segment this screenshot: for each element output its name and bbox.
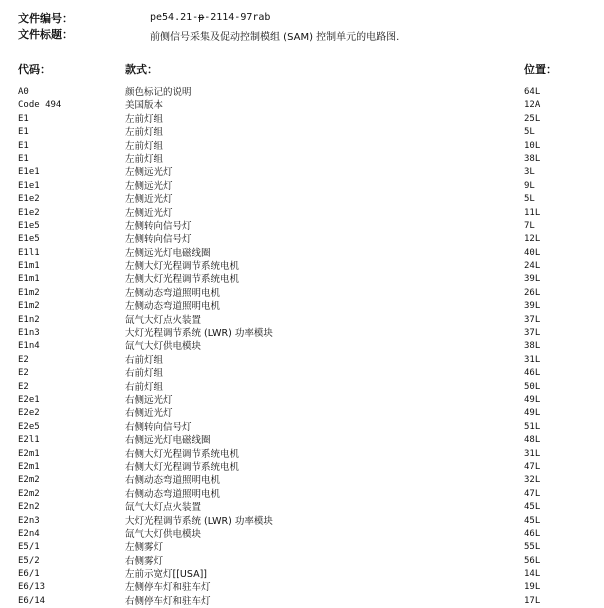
row-position: 11L [524,207,541,218]
row-code: E1n3 [18,328,40,339]
table-row [0,461,604,474]
row-description: 右侧远光灯 [125,394,173,406]
row-position: 49L [524,394,541,405]
row-description: 右侧大灯光程调节系统电机 [125,448,240,460]
row-code: E2n4 [18,528,40,539]
table-row [0,367,604,380]
table-row [0,140,604,153]
table-row [0,568,604,581]
row-code: E2e5 [18,421,40,432]
file-number-prefix: pe54.21- [150,12,199,23]
row-code: E1n2 [18,314,40,325]
row-code: E2n2 [18,502,40,513]
row-code: E2 [18,368,29,379]
table-row [0,434,604,447]
row-position: 31L [524,354,541,365]
row-code: E1e1 [18,167,40,178]
table-row [0,541,604,554]
row-description: 氙气大灯供电模块 [125,528,202,540]
row-code: E2m1 [18,448,40,459]
row-position: 9L [524,180,535,191]
row-position: 31L [524,448,541,459]
row-code: E2e1 [18,394,40,405]
table-row [0,581,604,594]
row-description: 右前灯组 [125,381,164,393]
table-row [0,407,604,420]
file-number-label: 文件编号： [18,12,73,25]
table-row [0,340,604,353]
row-code: E1e5 [18,234,40,245]
table-row [0,314,604,327]
table-row [0,300,604,313]
row-position: 7L [524,220,535,231]
row-position: 50L [524,381,541,392]
row-description: 左侧远光灯 [125,180,173,192]
row-code: E2 [18,381,29,392]
table-row [0,273,604,286]
row-position: 47L [524,488,541,499]
row-code: E1 [18,140,29,151]
row-code: E2m2 [18,488,40,499]
table-row [0,474,604,487]
row-description: 右前灯组 [125,354,164,366]
table-row [0,528,604,541]
table-row [0,247,604,260]
table-row [0,207,604,220]
file-title-value: 前侧信号采集及促动控制模组 (SAM) 控制单元的电路图. [150,32,400,43]
row-position: 38L [524,153,541,164]
table-row [0,193,604,206]
row-position: 14L [524,569,541,580]
row-position: 25L [524,113,541,124]
row-description: 左侧动态弯道照明电机 [125,301,221,313]
row-code: E1m1 [18,274,40,285]
row-description: 左侧大灯光程调节系统电机 [125,261,240,273]
row-position: 5L [524,194,535,205]
row-position: 45L [524,502,541,513]
row-description: 右侧动态弯道照明电机 [125,475,221,487]
row-position: 17L [524,595,541,606]
row-code: E6/13 [18,582,46,593]
row-description: 左侧远光灯 [125,167,173,179]
row-description: 美国版本 [125,100,164,112]
table-row [0,421,604,434]
row-position: 46L [524,368,541,379]
row-position: 37L [524,328,541,339]
row-position: 40L [524,247,541,258]
row-code: E6/14 [18,595,46,606]
row-code: E2m2 [18,475,40,486]
table-row [0,287,604,300]
column-header-position: 位置： [524,63,557,76]
row-position: 24L [524,261,541,272]
row-position: 19L [524,582,541,593]
row-description: 大灯光程调节系统 (LWR) 功率模块 [125,515,273,527]
row-code: E2l1 [18,435,40,446]
file-title-label: 文件标题： [18,28,73,41]
row-code: E1e2 [18,207,40,218]
row-description: 大灯光程调节系统 (LWR) 功率模块 [125,328,273,340]
table-row [0,233,604,246]
row-code: E5/2 [18,555,40,566]
row-position: 3L [524,167,535,178]
row-position: 38L [524,341,541,352]
table-row [0,327,604,340]
table-row [0,99,604,112]
row-code: Code 494 [18,100,62,111]
row-position: 39L [524,274,541,285]
table-row [0,394,604,407]
row-code: E1n4 [18,341,40,352]
row-code: A0 [18,87,29,97]
table-row [0,354,604,367]
table-row [0,381,604,394]
row-position: 47L [524,461,541,472]
row-code: E1e5 [18,220,40,231]
table-row [0,488,604,501]
row-code: E2 [18,354,29,365]
row-description: 右侧转向信号灯 [125,421,192,433]
row-description: 左侧雾灯 [125,542,164,554]
row-position: 26L [524,287,541,298]
row-description: 颜色标记的说明 [125,87,192,98]
row-code: E1m1 [18,261,40,272]
row-position: 55L [524,542,541,553]
row-code: E2e2 [18,408,40,419]
row-code: E1m2 [18,287,40,298]
table-row [0,166,604,179]
row-description: 左前灯组 [125,127,164,139]
row-code: E5/1 [18,542,40,553]
row-position: 37L [524,314,541,325]
row-description: 左侧大灯光程调节系统电机 [125,274,240,286]
table-row [0,515,604,528]
row-description: 右侧停车灯和驻车灯 [125,595,211,607]
table-row [0,448,604,461]
row-description: 右侧雾灯 [125,555,164,567]
row-description: 左侧动态弯道照明电机 [125,287,221,299]
row-position: 56L [524,555,541,566]
table-row [0,260,604,273]
file-number-struck: p [198,12,205,23]
table-row [0,126,604,139]
row-code: E1 [18,113,29,124]
row-position: 12A [524,100,541,111]
row-code: E2m1 [18,461,40,472]
table-row [0,180,604,193]
row-code: E1m2 [18,301,40,312]
row-description: 左前灯组 [125,140,164,152]
row-code: E2n3 [18,515,40,526]
table-row [0,86,604,99]
row-description: 左前灯组 [125,113,164,125]
table-row [0,555,604,568]
row-position: 39L [524,301,541,312]
row-position: 32L [524,475,541,486]
row-description: 左侧近光灯 [125,194,173,206]
row-description: 氙气大灯点火装置 [125,502,202,514]
row-code: E1 [18,153,29,164]
row-description: 左侧转向信号灯 [125,220,192,232]
row-code: E1e2 [18,194,40,205]
row-position: 45L [524,515,541,526]
row-position: 5L [524,127,535,138]
row-code: E1 [18,127,29,138]
row-description: 左前示宽灯[[USA]] [125,569,207,581]
table-row [0,501,604,514]
row-position: 46L [524,528,541,539]
row-position: 12L [524,234,541,245]
component-table [0,86,604,608]
row-code: E1l1 [18,247,40,258]
column-header-code: 代码： [18,63,51,76]
row-position: 51L [524,421,541,432]
table-row [0,220,604,233]
row-description: 右侧动态弯道照明电机 [125,488,221,500]
row-description: 左侧远光灯电磁线圈 [125,247,211,259]
row-description: 氙气大灯点火装置 [125,314,202,326]
row-description: 右侧大灯光程调节系统电机 [125,461,240,473]
row-description: 左侧近光灯 [125,207,173,219]
row-description: 氙气大灯供电模块 [125,341,202,353]
file-number-value [150,12,270,23]
column-header-description: 款式： [125,63,158,76]
table-row [0,153,604,166]
file-number-suffix: -2114-97rab [204,12,271,23]
row-description: 左前灯组 [125,153,164,165]
row-code: E6/1 [18,569,40,580]
row-position: 64L [524,87,541,97]
row-description: 左侧停车灯和驻车灯 [125,582,211,594]
row-code: E1e1 [18,180,40,191]
row-position: 48L [524,435,541,446]
row-position: 10L [524,140,541,151]
row-description: 左侧转向信号灯 [125,234,192,246]
row-position: 49L [524,408,541,419]
row-description: 右侧近光灯 [125,408,173,420]
row-description: 右侧远光灯电磁线圈 [125,435,211,447]
table-row [0,595,604,608]
row-description: 右前灯组 [125,368,164,380]
table-row [0,113,604,126]
